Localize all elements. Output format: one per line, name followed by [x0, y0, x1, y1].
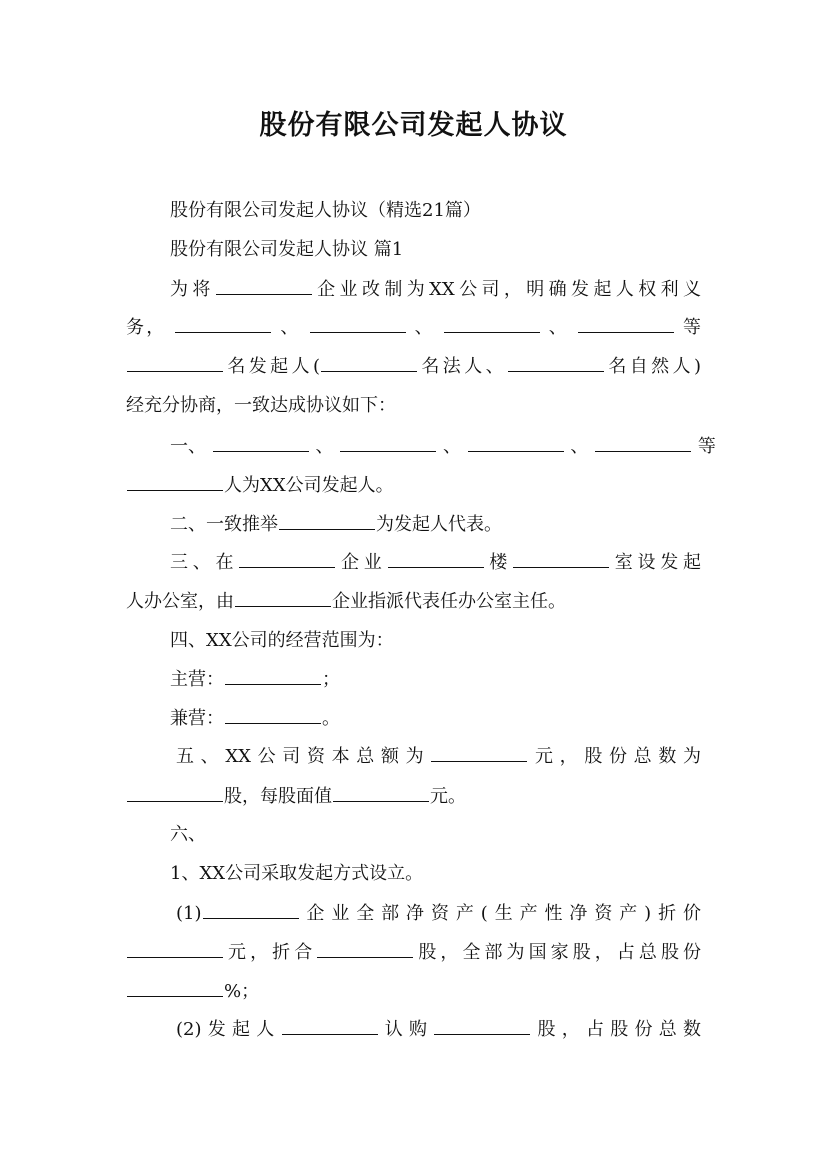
- fill-blank: [508, 370, 604, 372]
- clause-4-side-business: 兼营： 。: [170, 708, 340, 729]
- fill-blank: [340, 450, 436, 452]
- intro-line-3: 名发起人( 名法人、 名自然人): [126, 355, 701, 379]
- fill-blank: [333, 800, 429, 802]
- fill-blank: [321, 370, 417, 372]
- clause-6-sub-1-line-2: 元，折合 股，全部为国家股，占总股份: [126, 941, 701, 965]
- fill-blank: [279, 528, 375, 530]
- fill-blank: [513, 566, 609, 568]
- document-title: 股份有限公司发起人协议: [259, 110, 568, 141]
- fill-blank: [282, 1033, 378, 1035]
- fill-blank: [203, 917, 299, 919]
- fill-blank: [239, 566, 335, 568]
- clause-1-line-1: 一、 、 、 、 等: [170, 436, 716, 457]
- intro-line-1: 为将 企业改制为XX公司，明确发起人权利义: [170, 279, 701, 300]
- fill-blank: [127, 489, 223, 491]
- clause-3-line-2: 人办公室，由 企业指派代表任办公室主任。: [126, 591, 566, 612]
- fill-blank: [595, 450, 691, 452]
- fill-blank: [127, 956, 223, 958]
- clause-5-line-2: 股，每股面值 元。: [126, 785, 701, 809]
- clause-2: 二、一致推举 为发起人代表。: [170, 514, 502, 535]
- fill-blank: [235, 605, 331, 607]
- fill-blank: [468, 450, 564, 452]
- fill-blank: [225, 722, 321, 724]
- clause-6-item-1: 1、XX公司采取发起方式设立。: [170, 863, 424, 884]
- fill-blank: [127, 995, 223, 997]
- clause-3-line-1: 三、在 企业 楼 室设发起: [170, 552, 701, 573]
- fill-blank: [225, 683, 321, 685]
- fill-blank: [317, 956, 413, 958]
- clause-4-heading: 四、XX公司的经营范围为：: [170, 630, 394, 651]
- fill-blank: [444, 331, 540, 333]
- fill-blank: [127, 370, 223, 372]
- fill-blank: [310, 331, 406, 333]
- clause-6-sub-1-line-1: (1) 企业全部净资产(生产性净资产)折价: [176, 903, 701, 924]
- part-heading: 股份有限公司发起人协议 篇1: [170, 239, 404, 260]
- fill-blank: [216, 293, 312, 295]
- fill-blank: [213, 450, 309, 452]
- fill-blank: [578, 331, 674, 333]
- intro-line-2: 务， 、 、 、 等: [126, 317, 701, 338]
- intro-line-4: 经充分协商，一致达成协议如下：: [126, 395, 396, 416]
- fill-blank: [175, 331, 271, 333]
- document-subtitle: 股份有限公司发起人协议（精选21篇）: [170, 200, 481, 221]
- clause-4-main-business: 主营： ；: [170, 669, 340, 690]
- fill-blank: [431, 760, 527, 762]
- clause-6-sub-1-line-3: %；: [126, 980, 701, 1004]
- fill-blank: [434, 1033, 530, 1035]
- clause-6-heading: 六、: [170, 824, 206, 845]
- clause-5-line-1: 五、XX公司资本总额为 元，股份总数为: [176, 746, 701, 767]
- clause-1-line-2: 人为XX公司发起人。: [126, 474, 701, 498]
- clause-6-sub-2-line-1: (2)发起人 认购 股，占股份总数: [176, 1019, 701, 1040]
- fill-blank: [388, 566, 484, 568]
- fill-blank: [127, 800, 223, 802]
